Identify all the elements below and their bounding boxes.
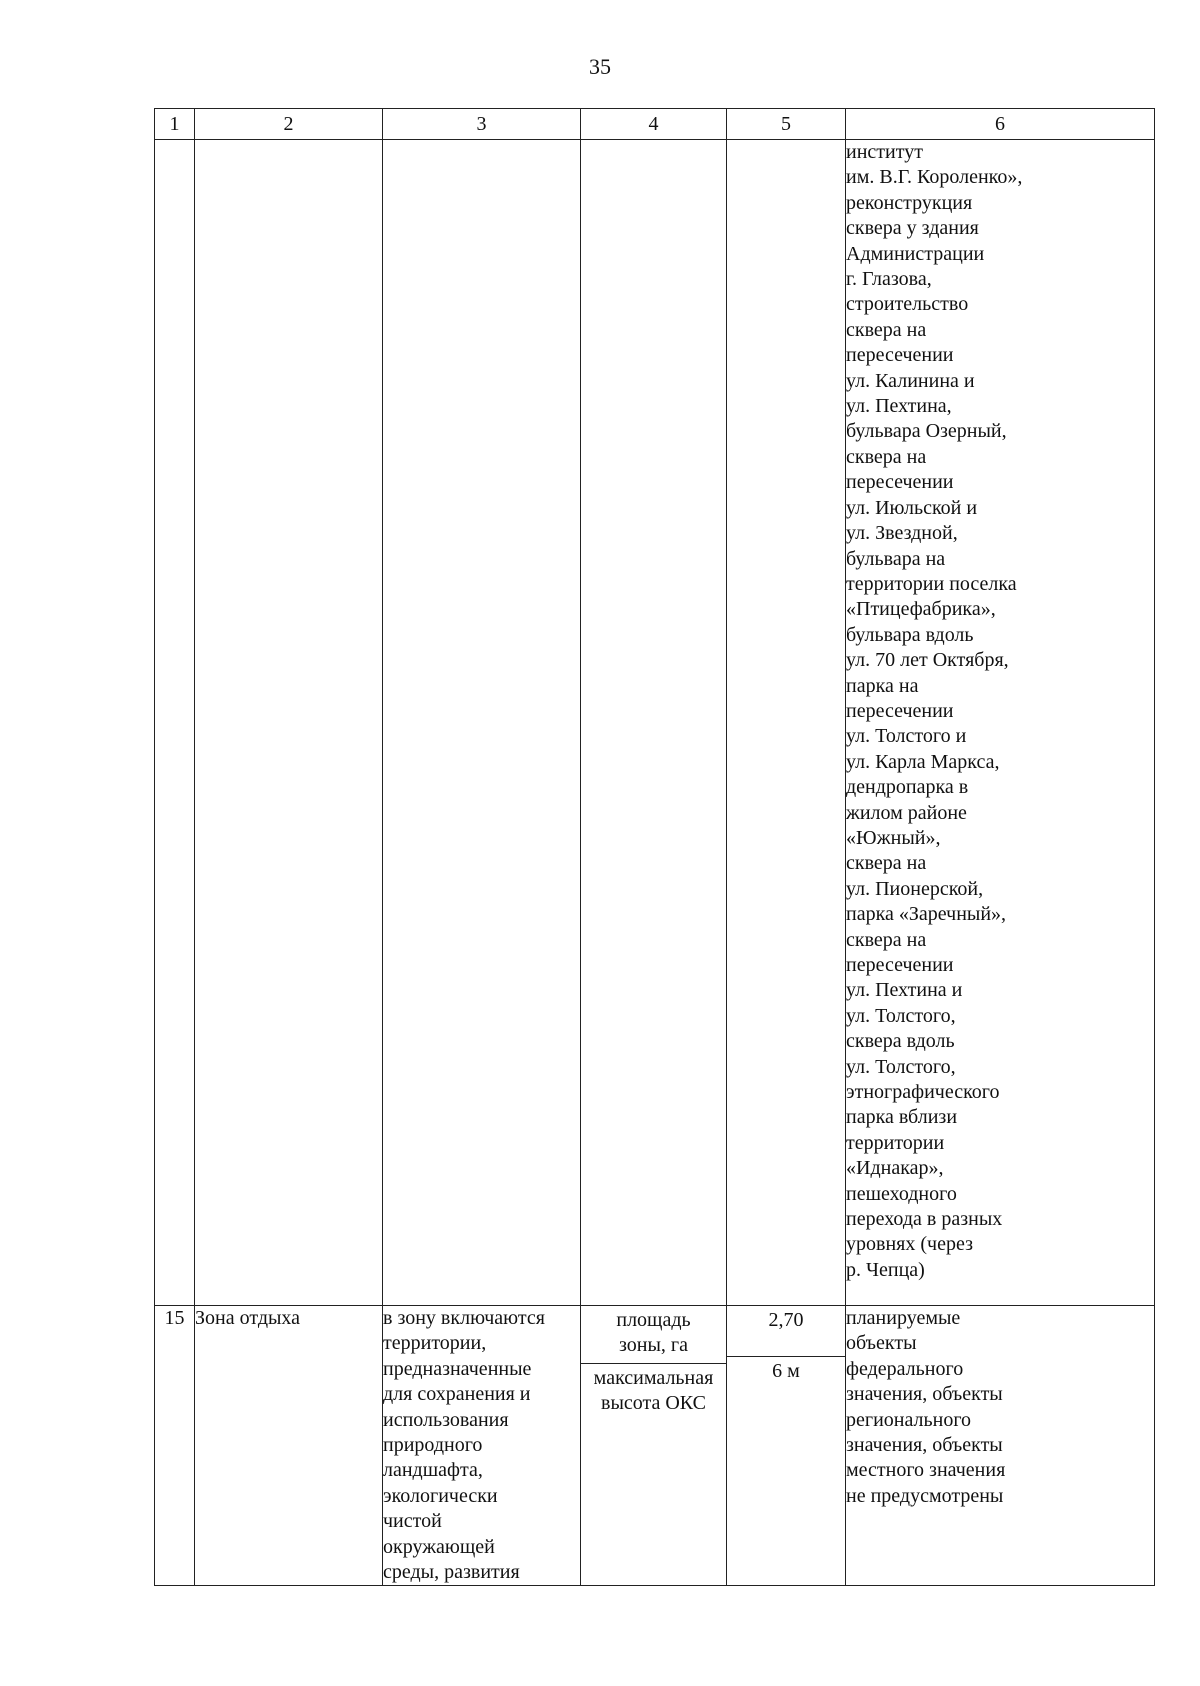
- text-line: жилом районе: [846, 801, 967, 824]
- param-area-label: [581, 1306, 726, 1359]
- header-col-6: 6: [846, 109, 1155, 140]
- text-line: федерального: [846, 1357, 964, 1380]
- text-line: уровнях (через: [846, 1233, 973, 1256]
- header-col-3: 3: [383, 109, 581, 140]
- text-line: природного: [383, 1434, 483, 1457]
- cont-cell-objects: [846, 140, 1155, 1306]
- text-line: «Южный»,: [846, 826, 941, 849]
- text-line: объекты: [846, 1332, 917, 1355]
- text-line: пешеходного: [846, 1182, 957, 1205]
- header-col-2: 2: [195, 109, 383, 140]
- text-line: ул. Толстого,: [846, 1055, 956, 1078]
- text-line: ул. Карла Маркса,: [846, 750, 1000, 773]
- text-line: строительство: [846, 293, 969, 316]
- cont-cell-3: [383, 140, 581, 1306]
- text-line: ул. Пехтина,: [846, 395, 952, 418]
- text-line: им. В.Г. Короленко»,: [846, 166, 1023, 189]
- text-line: ул. Пехтина и: [846, 979, 963, 1002]
- text-line: пересечении: [846, 954, 954, 976]
- text-line: ул. Толстого,: [846, 1004, 956, 1027]
- text-line: среды, развития: [383, 1561, 520, 1584]
- text-line: сквера на: [846, 445, 927, 468]
- text-line: местного значения: [846, 1459, 1006, 1482]
- text-line: р. Чепца): [846, 1258, 925, 1281]
- row-number: 15: [155, 1306, 195, 1586]
- text-line: сквера на: [846, 928, 927, 951]
- table-header-row: [155, 109, 1155, 140]
- text-line: для сохранения и: [383, 1383, 531, 1406]
- text-line: парка «Заречный»,: [846, 903, 1007, 926]
- text-line: территории: [846, 1131, 945, 1154]
- param-area-value: 2,70: [768, 1309, 804, 1331]
- text-line: ул. Июльской и: [846, 496, 978, 519]
- table-row-15: [155, 1306, 1155, 1586]
- text-line: зоны, га: [618, 1334, 688, 1357]
- text-line: чистой: [383, 1510, 442, 1533]
- text-line: дендропарка в: [846, 776, 969, 799]
- text-line: перехода в разных: [846, 1208, 1003, 1231]
- text-line: в зону включаются: [383, 1307, 545, 1329]
- zone-values: [727, 1306, 846, 1586]
- text-line: парка вблизи: [846, 1106, 958, 1129]
- text-line: сквера на: [846, 852, 927, 875]
- header-col-1: 1: [155, 109, 195, 140]
- text-line: этнографического: [846, 1081, 1000, 1104]
- objects-lines: [846, 1306, 1154, 1509]
- objects-list: [846, 140, 1154, 1283]
- text-line: планируемые: [846, 1307, 961, 1329]
- text-line: регионального: [846, 1408, 972, 1431]
- header-col-4: 4: [581, 109, 727, 140]
- cont-cell-5: [727, 140, 846, 1306]
- document-table: [154, 108, 1155, 1586]
- zone-name: Зона отдыха: [195, 1306, 383, 1586]
- text-line: сквера у здания: [846, 217, 979, 240]
- text-line: «Иднакар»,: [846, 1157, 944, 1180]
- text-line: использования: [383, 1408, 509, 1431]
- text-line: сквера на: [846, 318, 927, 341]
- cont-cell-2: [195, 140, 383, 1306]
- text-line: пересечении: [846, 699, 954, 722]
- text-line: значения, объекты: [846, 1383, 1003, 1406]
- header-col-5: 5: [727, 109, 846, 140]
- text-line: ул. Толстого и: [846, 725, 967, 748]
- description-lines: [383, 1306, 580, 1585]
- zone-parameters: [581, 1306, 727, 1586]
- text-line: максимальная: [593, 1366, 714, 1389]
- text-line: предназначенные: [383, 1357, 532, 1380]
- zone-description: [383, 1306, 581, 1586]
- text-line: бульвара на: [846, 547, 946, 570]
- text-line: парка на: [846, 674, 919, 697]
- text-line: территории,: [383, 1332, 487, 1355]
- page-number: 35: [589, 54, 611, 79]
- text-line: «Птицефабрика»,: [846, 598, 996, 621]
- text-line: реконструкция: [846, 191, 973, 214]
- text-line: ландшафта,: [383, 1459, 483, 1482]
- text-line: ул. 70 лет Октября,: [846, 649, 1009, 672]
- param-height-label: [581, 1364, 726, 1417]
- text-line: бульвара вдоль: [846, 623, 974, 646]
- text-line: площадь: [616, 1309, 691, 1331]
- text-line: высота ОКС: [601, 1392, 706, 1415]
- cont-cell-4: [581, 140, 727, 1306]
- text-line: пересечении: [846, 471, 954, 494]
- text-line: сквера вдоль: [846, 1030, 955, 1053]
- param-height-value: 6 м: [772, 1360, 800, 1383]
- text-line: г. Глазова,: [846, 268, 932, 291]
- text-line: пересечении: [846, 344, 954, 367]
- table-row-continuation: [155, 140, 1155, 1306]
- text-line: институт: [846, 141, 923, 163]
- text-line: ул. Звездной,: [846, 522, 958, 545]
- text-line: экологически: [383, 1484, 498, 1507]
- text-line: окружающей: [383, 1535, 495, 1558]
- text-line: значения, объекты: [846, 1434, 1003, 1457]
- text-line: ул. Пионерской,: [846, 877, 984, 900]
- cont-cell-1: [155, 140, 195, 1306]
- text-line: ул. Калинина и: [846, 369, 975, 392]
- text-line: Администрации: [846, 242, 985, 265]
- text-line: бульвара Озерный,: [846, 420, 1007, 443]
- zone-objects: [846, 1306, 1155, 1586]
- text-line: территории поселка: [846, 572, 1017, 595]
- text-line: не предусмотрены: [846, 1484, 1004, 1507]
